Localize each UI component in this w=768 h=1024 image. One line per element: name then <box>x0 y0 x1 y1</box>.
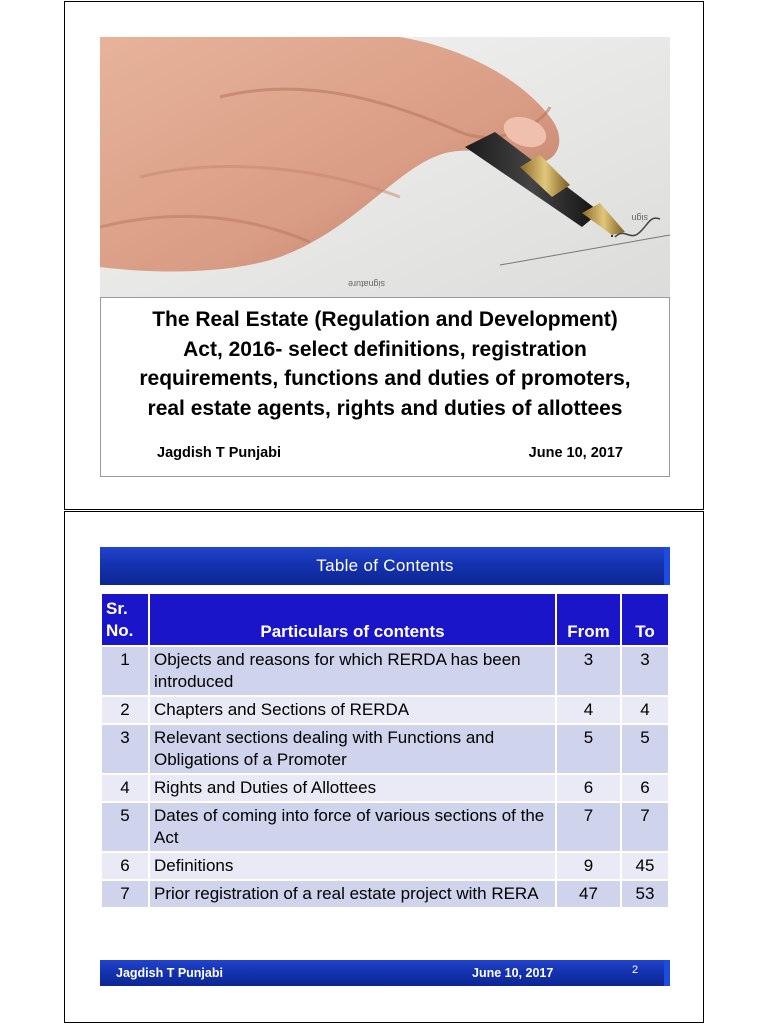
title-line: The Real Estate (Regulation and Development) <box>152 308 618 331</box>
cell-particulars: Relevant sections dealing with Functions and Obligations of a Promoter <box>150 725 555 773</box>
title-line: Act, 2016- select definitions, registration <box>183 337 587 361</box>
title-slide <box>64 1 704 510</box>
title-line: real estate agents, rights and duties of allottees <box>147 396 623 420</box>
cell-to: 45 <box>622 853 668 879</box>
footer-date: June 10, 2017 <box>472 966 554 980</box>
cell-particulars: Chapters and Sections of RERDA <box>150 697 555 723</box>
cell-to: 3 <box>622 647 668 695</box>
cell-particulars: Dates of coming into force of various sections of the Act <box>150 803 555 851</box>
cell-sr: 3 <box>102 725 148 773</box>
toc-header: Table of Contents <box>100 547 670 585</box>
cell-sr: 5 <box>102 803 148 851</box>
slide-title <box>101 305 669 423</box>
cell-particulars: Definitions <box>150 853 555 879</box>
page-number: 2 <box>632 964 639 976</box>
cell-sr: 6 <box>102 853 148 879</box>
cell-sr: 1 <box>102 647 148 695</box>
sr-label-line2: No. <box>106 621 134 640</box>
title-box <box>100 297 670 477</box>
cell-from: 3 <box>557 647 620 695</box>
table-row <box>102 725 668 773</box>
table-row <box>102 881 668 907</box>
cell-from: 6 <box>557 775 620 801</box>
table-row <box>102 853 668 879</box>
cell-from: 47 <box>557 881 620 907</box>
table-row <box>102 775 668 801</box>
cell-to: 7 <box>622 803 668 851</box>
cell-particulars: Objects and reasons for which RERDA has been introduced <box>150 647 555 695</box>
cell-to: 53 <box>622 881 668 907</box>
cell-to: 5 <box>622 725 668 773</box>
table-header-row <box>102 594 668 645</box>
hand-signing-photo <box>100 37 670 299</box>
svg-text:sign: sign <box>631 213 648 223</box>
table-row <box>102 803 668 851</box>
column-header-sr <box>102 594 148 645</box>
toc-slide <box>64 511 704 1023</box>
cell-from: 9 <box>557 853 620 879</box>
presentation-date: June 10, 2017 <box>528 445 623 461</box>
column-header-to: To <box>622 594 668 645</box>
table-row <box>102 697 668 723</box>
column-header-particulars: Particulars of contents <box>150 594 555 645</box>
cell-particulars: Prior registration of a real estate project with RERA <box>150 881 555 907</box>
table-row <box>102 647 668 695</box>
sr-label-line1: Sr. <box>106 599 128 618</box>
cell-from: 5 <box>557 725 620 773</box>
cell-from: 7 <box>557 803 620 851</box>
cell-sr: 2 <box>102 697 148 723</box>
svg-text:signature: signature <box>347 279 385 289</box>
cell-to: 4 <box>622 697 668 723</box>
author-name: Jagdish T Punjabi <box>157 445 282 461</box>
cell-particulars: Rights and Duties of Allottees <box>150 775 555 801</box>
title-line: requirements, functions and duties of promoters, <box>139 367 631 390</box>
cell-from: 4 <box>557 697 620 723</box>
cell-sr: 4 <box>102 775 148 801</box>
cell-to: 6 <box>622 775 668 801</box>
column-header-from: From <box>557 594 620 645</box>
footer-author: Jagdish T Punjabi <box>116 966 223 980</box>
footer-bar <box>100 960 670 986</box>
cell-sr: 7 <box>102 881 148 907</box>
toc-table <box>100 592 670 909</box>
